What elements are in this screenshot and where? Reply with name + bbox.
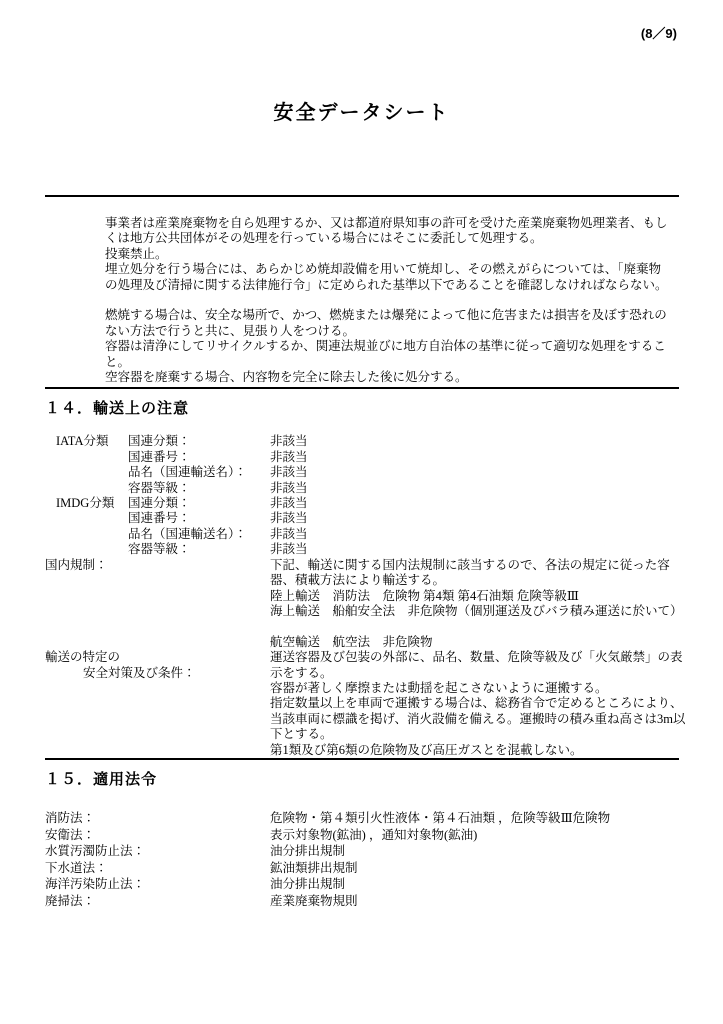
classification-field-label: 国連分類： [128, 434, 191, 449]
disposal-text-line: 空容器を廃棄する場合、内容物を完全に除去した後に処分する。 [105, 370, 468, 385]
domestic-regulation-text-line: 海上輸送 船舶安全法 非危険物（個別運送及びバラ積み運送に於いて） [270, 603, 683, 618]
classification-field-value: 非該当 [270, 480, 308, 495]
law-row [45, 876, 679, 893]
law-regulation-value: 油分排出規制 [270, 844, 346, 859]
transport-classification-row [45, 496, 679, 511]
safety-measures-text-line: 示をする。 [270, 665, 333, 680]
transport-classification-row [45, 450, 679, 465]
transport-section [45, 434, 686, 758]
law-row [45, 810, 679, 827]
safety-measures-labels [45, 650, 270, 758]
safety-measures-label-line2: 安全対策及び条件： [83, 665, 196, 680]
domestic-regulation-block [45, 557, 683, 650]
law-name: 海洋汚染防止法： [45, 877, 146, 892]
safety-measures-content [270, 650, 685, 758]
classification-scheme-label [45, 542, 128, 557]
classification-field-label: 容器等級： [128, 480, 191, 495]
disposal-text-line: の処理及び清掃に関する法律施行令」に定められた基準以下であることを確認しなければならない。 [105, 277, 668, 292]
disposal-text-line: 燃焼する場合は、安全な場所で、かつ、燃焼または爆発によって他に危害または損害を及ぼす恐れの [105, 308, 667, 323]
transport-classification-row [45, 511, 679, 526]
domestic-regulation-text-line: 器、積載方法により輸送する。 [270, 573, 446, 588]
safety-measures-text-line: 第1類及び第6類の危険物及び高圧ガスとを混載しない。 [270, 742, 583, 757]
classification-field-label: 容器等級： [128, 542, 191, 557]
classification-field-value: 非該当 [270, 511, 308, 526]
law-row [45, 827, 679, 844]
law-regulation-value: 油分排出規制 [270, 877, 346, 892]
disposal-text-line: 事業者は産業廃棄物を自ら処理するか、又は都道府県知事の許可を受けた産業廃棄物処理業者、もし [105, 216, 668, 230]
law-name: 安衛法： [45, 827, 96, 842]
transport-classification-row [45, 542, 679, 557]
disposal-text-line: ない方法で行うと共に、見張り人をつける。 [105, 323, 356, 338]
classification-scheme-label: IATA分類 [56, 434, 109, 449]
doc-title: 安全データシート [273, 102, 450, 124]
domestic-regulation-text-line: 航空輸送 航空法 非危険物 [270, 634, 433, 649]
disposal-text-line [105, 293, 677, 308]
domestic-regulation-text-line: 陸上輸送 消防法 危険物 第4類 第4石油類 危険等級Ⅲ [270, 588, 579, 603]
classification-field-label: 国連番号： [128, 449, 191, 464]
domestic-regulation-text-line [270, 619, 683, 634]
safety-measures-block [45, 650, 686, 758]
disposal-text-line: くは地方公共団体がその処理を行っている場合にはそこに委託して処理する。 [105, 231, 543, 246]
classification-scheme-label [45, 481, 128, 496]
law-name: 下水道法： [45, 860, 108, 875]
safety-measures-text-line: 指定数量以上を車両で運搬する場合は、総務省令で定めるところにより、 [270, 696, 683, 711]
law-regulation-value: 産業廃棄物規則 [270, 893, 358, 908]
top-rule [45, 195, 679, 197]
classification-field-value: 非該当 [270, 542, 308, 557]
section-15-heading: １５．適用法令 [45, 770, 158, 788]
domestic-regulation-text-line: 下記、輸送に関する国内法規制に該当するので、各法の規定に従った容 [270, 557, 670, 572]
classification-scheme-label [45, 527, 128, 542]
disposal-text-line: と。 [105, 354, 131, 369]
section-15-rule [45, 758, 679, 760]
law-regulation-value: 鉱油類排出規制 [270, 860, 358, 875]
law-row [45, 893, 679, 910]
disposal-text-line: 容器は清浄にしてリサイクルするか、関連法規並びに地方自治体の基準に従って適切な処理をするこ [105, 339, 666, 354]
law-row [45, 860, 679, 877]
safety-measures-text-line: 容器が著しく摩擦または動揺を起こさないように運搬する。 [270, 680, 608, 695]
safety-measures-label-line1: 輸送の特定の [45, 650, 121, 665]
domestic-regulation-content [270, 558, 683, 650]
classification-field-label: 国連番号： [128, 511, 191, 526]
safety-measures-text-line: 下とする。 [270, 727, 333, 742]
law-row [45, 843, 679, 860]
classification-scheme-label [45, 511, 128, 526]
applicable-laws-list [45, 810, 679, 910]
law-regulation-value: 危険物・第４類引火性液体・第４石油類 ，危険等級Ⅲ危険物 [270, 810, 611, 825]
transport-classification-table [45, 434, 679, 557]
classification-scheme-label: IMDG分類 [56, 496, 115, 511]
classification-field-value: 非該当 [270, 526, 308, 541]
disposal-instructions [105, 216, 677, 385]
transport-classification-row [45, 434, 679, 449]
domestic-regulation-labels [45, 558, 270, 650]
safety-measures-text-line: 運送容器及び包装の外部に、品名、数量、危険等級及び「火気厳禁」の表 [270, 650, 683, 665]
law-name: 廃掃法： [45, 893, 96, 908]
classification-field-label: 品名（国連輸送名）： [128, 526, 247, 541]
classification-field-value: 非該当 [270, 434, 308, 449]
classification-scheme-label [45, 465, 128, 480]
section-14-heading: １４．輸送上の注意 [45, 400, 190, 418]
domestic-regulation-label: 国内規制： [45, 557, 108, 572]
classification-field-value: 非該当 [270, 496, 308, 511]
law-name: 水質汚濁防止法： [45, 844, 146, 859]
classification-field-label: 品名（国連輸送名）： [128, 465, 247, 480]
law-regulation-value: 表示対象物(鉱油) ，通知対象物(鉱油) [270, 827, 478, 842]
transport-classification-row [45, 527, 679, 542]
classification-field-value: 非該当 [270, 465, 308, 480]
disposal-text-line: 埋立処分を行う場合には、あらかじめ焼却設備を用いて焼却し、その燃えがらについては、「廃棄物 [105, 262, 662, 277]
disposal-text-line: 投棄禁止。 [105, 246, 168, 261]
law-name: 消防法： [45, 810, 96, 825]
section-14-rule [45, 387, 679, 389]
transport-classification-row [45, 481, 679, 496]
safety-measures-text-line: 当該車両に標識を掲げ、消火設備を備える。運搬時の積み重ね高さは3m以 [270, 711, 686, 726]
transport-classification-row [45, 465, 679, 480]
page-number: (8／9) [640, 26, 677, 41]
classification-field-value: 非該当 [270, 449, 308, 464]
classification-field-label: 国連分類： [128, 496, 191, 511]
classification-scheme-label [45, 450, 128, 465]
